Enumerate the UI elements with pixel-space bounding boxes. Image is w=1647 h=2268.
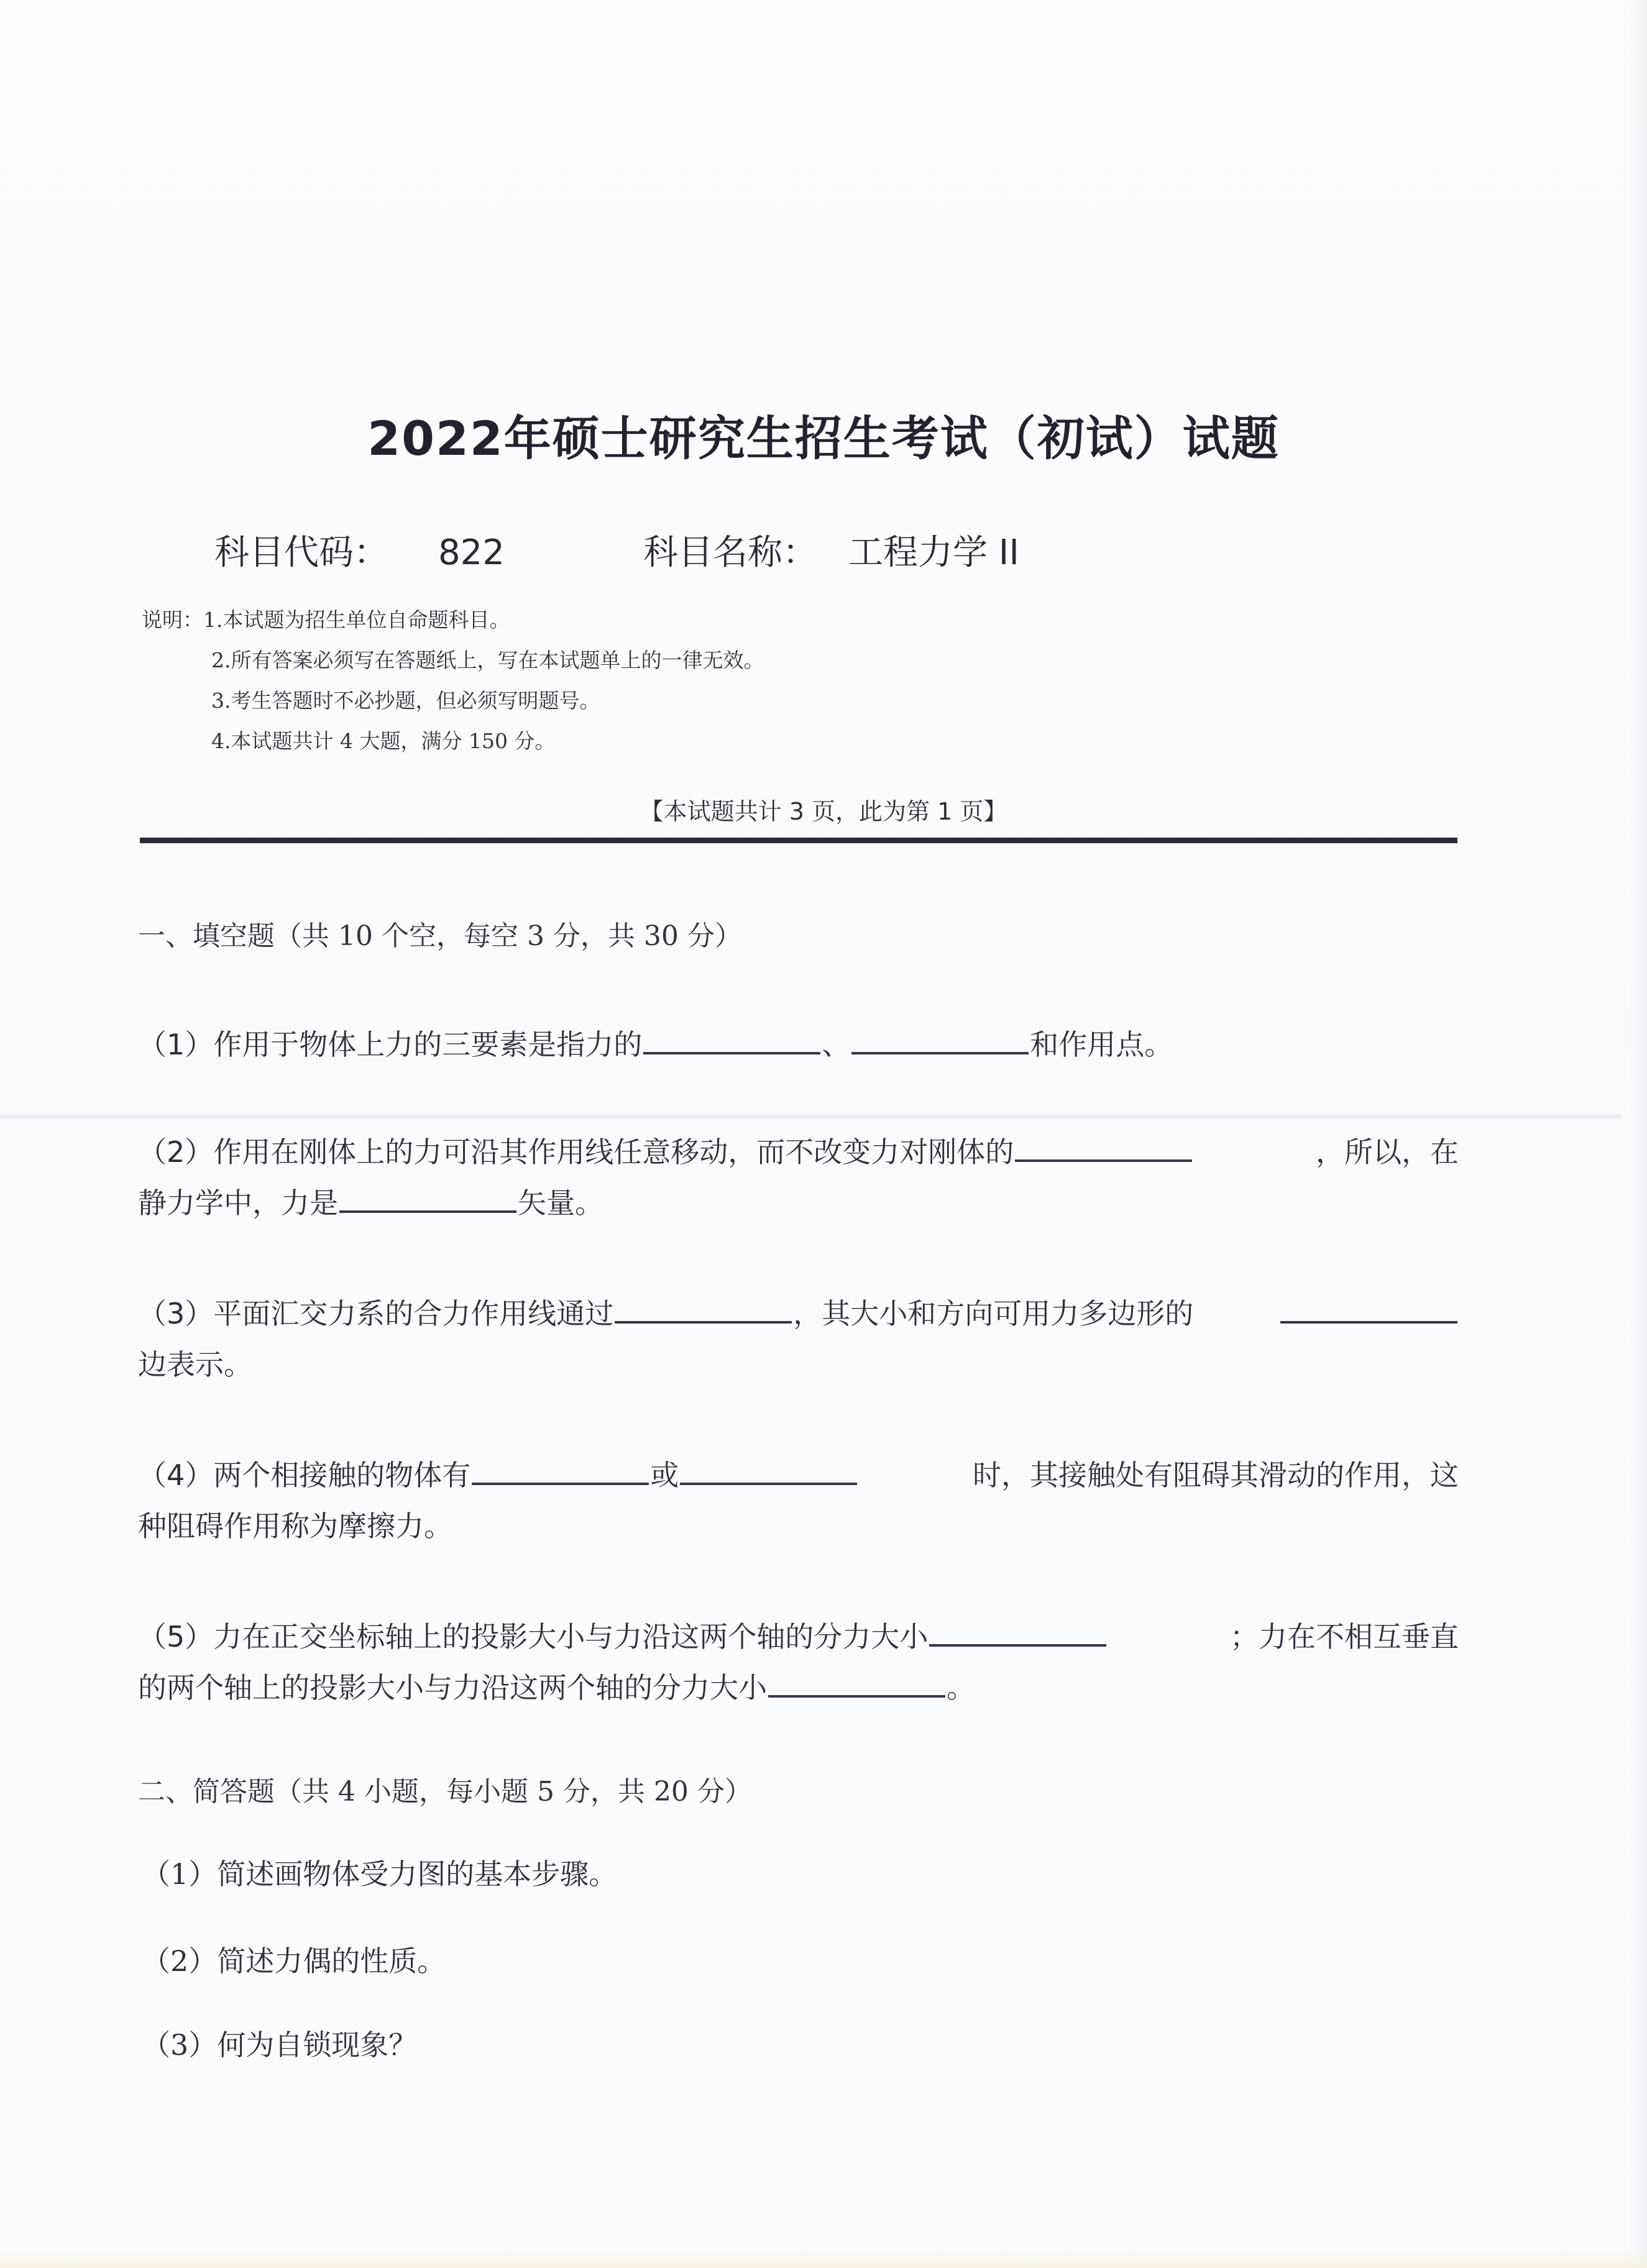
- question-line: [138, 1662, 1462, 1713]
- answer-blank: [339, 1207, 516, 1213]
- question-line: [138, 1450, 1459, 1501]
- question-text: 作用在刚体上的力可沿其作用线任意移动，而不改变力对刚体的: [213, 1135, 1014, 1169]
- question-text: 和作用点。: [1030, 1028, 1173, 1061]
- answer-blank: [1280, 1317, 1457, 1324]
- question-text: 平面汇交力系的合力作用线通过: [213, 1297, 614, 1330]
- answer-blank: [768, 1691, 945, 1698]
- answer-blank: [929, 1640, 1106, 1647]
- subject-name-value: 工程力学 II: [848, 533, 1019, 573]
- question-number: （1）: [138, 1028, 214, 1061]
- question-text: 力在正交坐标轴上的投影大小与力沿这两个轴的分力大小: [213, 1620, 929, 1653]
- instruction-item: 4.本试题共计 4 大题，满分 150 分。: [211, 729, 556, 753]
- answer-blank: [680, 1479, 857, 1485]
- fill-question-1: [138, 1019, 1462, 1070]
- question-line: [138, 1501, 1462, 1552]
- fill-question-4: [138, 1450, 1462, 1552]
- question-text: 作用于物体上力的三要素是指力的: [213, 1028, 643, 1061]
- question-line: [138, 1019, 1462, 1070]
- question-number: （2）: [138, 1135, 214, 1169]
- exam-title: 2022年硕士研究生招生考试（初试）试题: [367, 411, 1280, 466]
- short-answer-question-2: （2）简述力偶的性质。: [142, 1944, 446, 1978]
- fill-question-3: [138, 1288, 1462, 1390]
- instructions-label: 说明：: [142, 608, 203, 632]
- question-text: 静力学中，力是: [138, 1186, 338, 1220]
- question-line: [138, 1611, 1459, 1662]
- question-text: 矢量。: [518, 1186, 603, 1220]
- paper-right-edge-shadow: [1628, 0, 1647, 2268]
- question-number: （5）: [138, 1620, 214, 1653]
- answer-blank: [1015, 1156, 1192, 1162]
- answer-blank: [472, 1479, 649, 1485]
- question-text: 或: [650, 1458, 679, 1492]
- question-text: 边表示。: [138, 1348, 252, 1381]
- question-text: 种阻碍作用称为摩擦力。: [138, 1509, 452, 1543]
- instruction-item: 2.所有答案必须写在答题纸上，写在本试题单上的一律无效。: [211, 648, 764, 672]
- question-text: 、: [822, 1028, 851, 1061]
- question-line: [138, 1177, 1462, 1228]
- subject-code-value: 822: [438, 533, 505, 573]
- question-text: ，其大小和方向可用力多边形的: [793, 1297, 1194, 1330]
- question-number: （4）: [138, 1458, 214, 1492]
- exam-instructions: [142, 600, 764, 761]
- question-text: ，所以，在: [1316, 1135, 1459, 1169]
- question-line: [138, 1288, 1459, 1339]
- fill-question-2: [138, 1127, 1462, 1228]
- subject-code-label: 科目代码：: [214, 533, 388, 573]
- page-indicator: 【本试题共计 3 页，此为第 1 页】: [640, 798, 1007, 825]
- question-text: 时，其接触处有阻碍其滑动的作用，这: [973, 1458, 1459, 1492]
- question-line: [138, 1339, 1462, 1390]
- section1-header: 一、填空题（共 10 个空，每空 3 分，共 30 分）: [138, 920, 742, 952]
- instruction-item: 3.考生答题时不必抄题，但必须写明题号。: [211, 688, 600, 713]
- paper-bottom-edge: [0, 2249, 1647, 2268]
- answer-blank: [851, 1048, 1029, 1054]
- subject-name-label: 科目名称：: [643, 533, 817, 573]
- answer-blank: [643, 1048, 820, 1054]
- answer-blank: [615, 1317, 792, 1324]
- instruction-line: [142, 600, 764, 640]
- question-text: 的两个轴上的投影大小与力沿这两个轴的分力大小: [138, 1671, 767, 1704]
- paper-fold-crease: [0, 1112, 1622, 1121]
- instruction-item: 1.本试题为招生单位自命题科目。: [203, 608, 510, 632]
- section2-header: 二、简答题（共 4 小题，每小题 5 分，共 20 分）: [138, 1776, 752, 1808]
- question-text: 两个相接触的物体有: [213, 1458, 471, 1492]
- fill-question-5: [138, 1611, 1462, 1713]
- short-answer-question-1: （1）简述画物体受力图的基本步骤。: [142, 1857, 618, 1891]
- header-divider: [140, 838, 1457, 843]
- question-text: ；力在不相互垂直: [1230, 1620, 1459, 1653]
- question-text: 。: [947, 1671, 975, 1704]
- short-answer-question-3: （3）何为自锁现象？: [142, 2028, 418, 2062]
- subject-info-row: [214, 525, 1019, 575]
- question-number: （3）: [138, 1297, 214, 1330]
- question-line: [138, 1127, 1459, 1177]
